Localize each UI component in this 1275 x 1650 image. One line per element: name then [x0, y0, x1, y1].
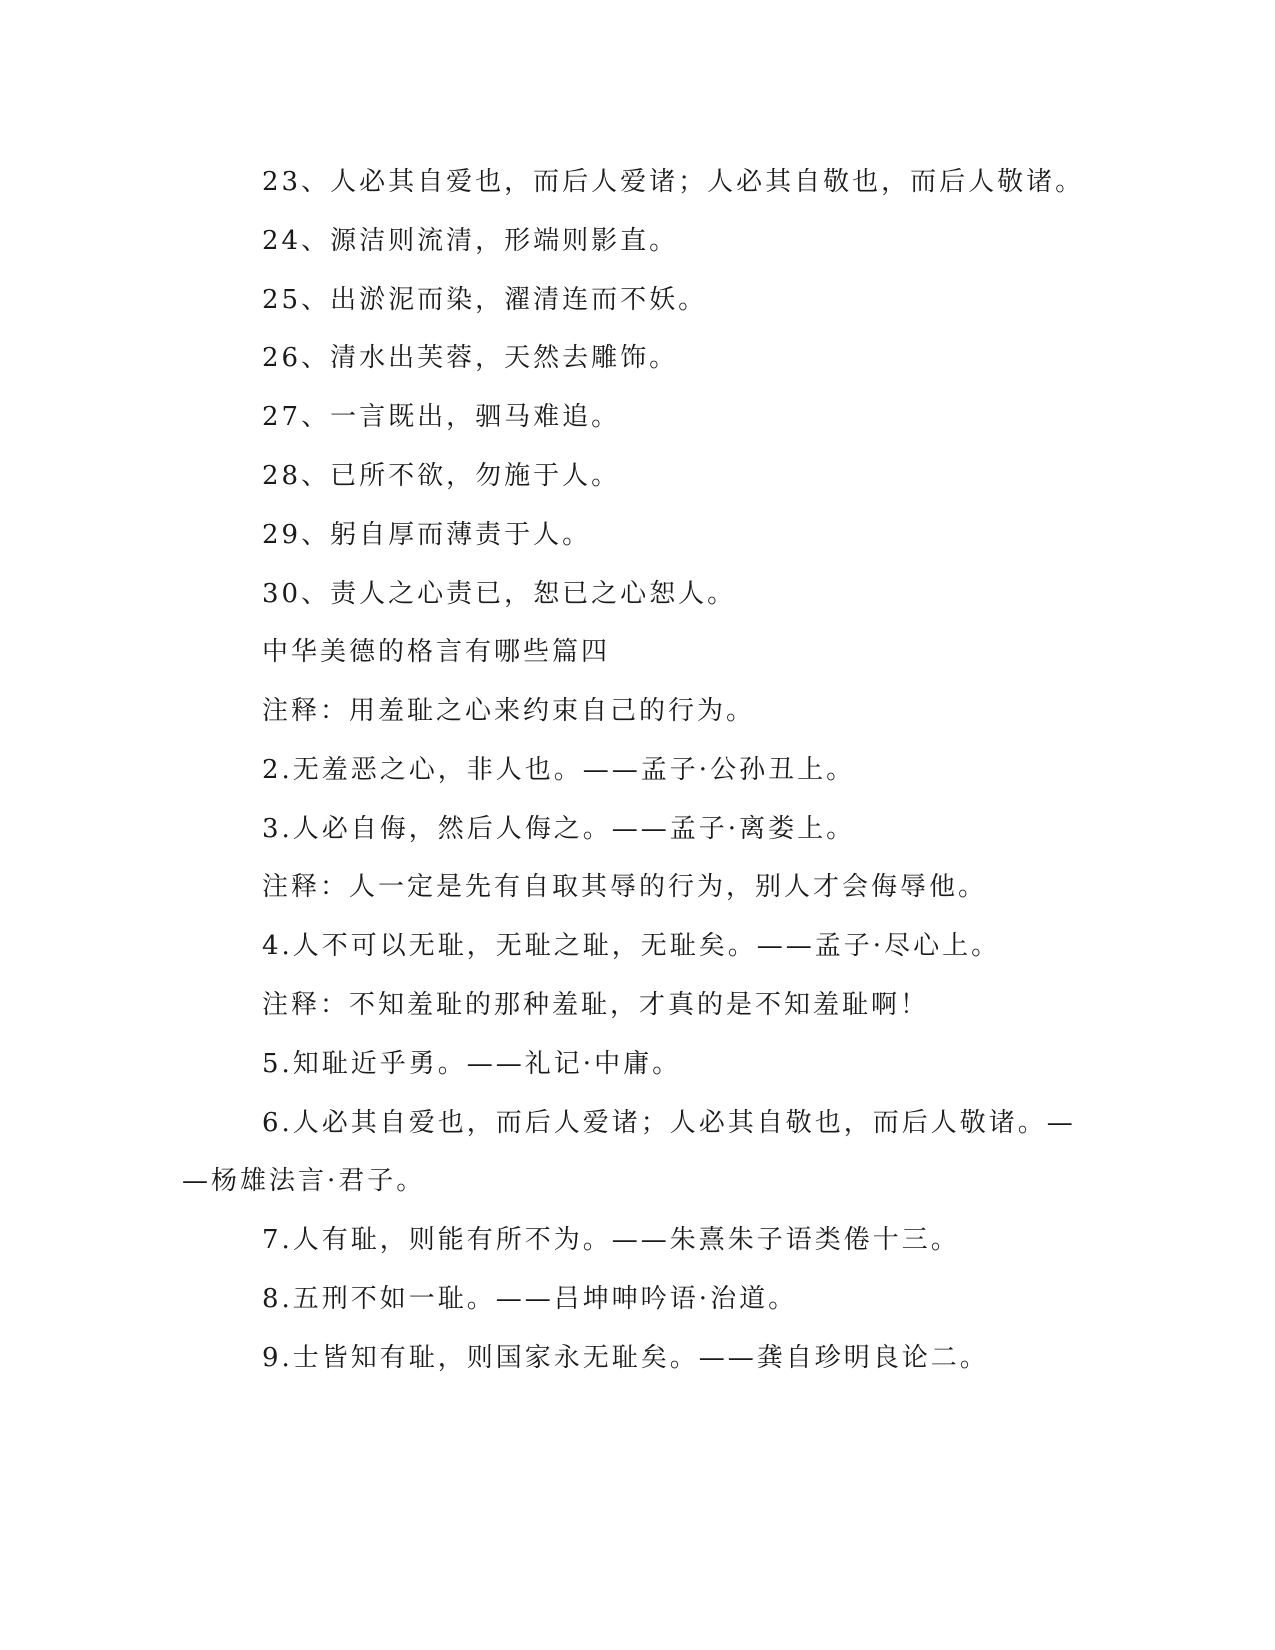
- text-line: 23、人必其自爱也，而后人爱诸；人必其自敬也，而后人敬诸。: [262, 167, 1085, 197]
- text-line-continuation: —杨雄法言·君子。: [182, 1166, 426, 1196]
- text-line: 30、责人之心责已，恕已之心恕人。: [262, 579, 737, 609]
- text-line: 5.知耻近乎勇。——礼记·中庸。: [262, 1049, 682, 1079]
- text-line: 7.人有耻，则能有所不为。——朱熹朱子语类倦十三。: [262, 1225, 960, 1255]
- text-line: 3.人必自侮，然后人侮之。——孟子·离娄上。: [262, 814, 856, 844]
- annotation-line: 注释：人一定是先有自取其辱的行为，别人才会侮辱他。: [262, 872, 988, 902]
- text-line: 25、出淤泥而染，濯清连而不妖。: [262, 285, 708, 315]
- text-line: 8.五刑不如一耻。——吕坤呻吟语·治道。: [262, 1284, 798, 1314]
- annotation-line: 注释：用羞耻之心来约束自己的行为。: [262, 696, 756, 726]
- section-heading: 中华美德的格言有哪些篇四: [262, 637, 611, 667]
- text-line: 2.无羞恶之心，非人也。——孟子·公孙丑上。: [262, 755, 856, 785]
- annotation-line: 注释：不知羞耻的那种羞耻，才真的是不知羞耻啊！: [262, 990, 930, 1020]
- text-line: 6.人必其自爱也，而后人爱诸；人必其自敬也，而后人敬诸。—: [262, 1108, 1076, 1138]
- text-line: 28、已所不欲，勿施于人。: [262, 461, 621, 491]
- text-line: 24、源洁则流清，形端则影直。: [262, 226, 679, 256]
- text-line: 4.人不可以无耻，无耻之耻，无耻矣。——孟子·尽心上。: [262, 931, 1001, 961]
- text-line: 9.士皆知有耻，则国家永无耻矣。——龚自珍明良论二。: [262, 1343, 989, 1373]
- text-line: 26、清水出芙蓉，天然去雕饰。: [262, 343, 679, 373]
- text-line: 27、一言既出，驷马难追。: [262, 402, 621, 432]
- text-line: 29、躬自厚而薄责于人。: [262, 520, 592, 550]
